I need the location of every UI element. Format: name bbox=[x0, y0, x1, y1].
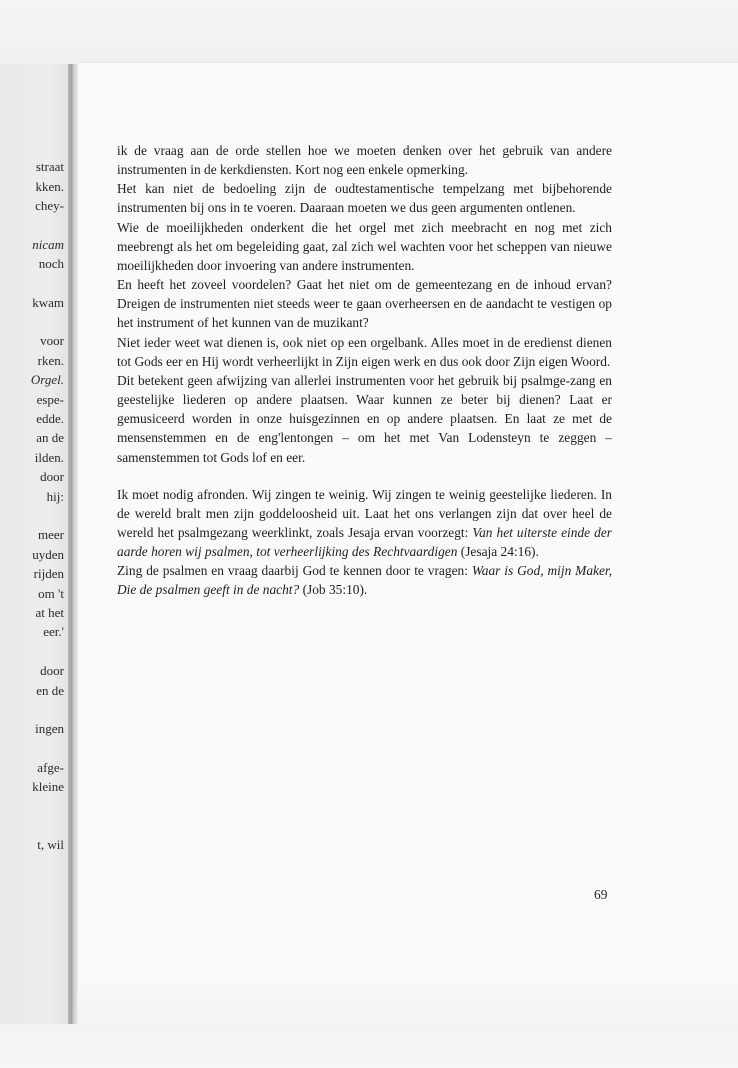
left-page-edge bbox=[0, 64, 72, 1024]
left-page-fragment: uyden bbox=[32, 547, 64, 562]
left-page-fragment: kwam bbox=[32, 295, 64, 310]
paragraph: ik de vraag aan de orde stellen hoe we moeten denken over het gebruik van andere instrumenten in de kerkdiensten. Kort nog een enkele opmerking. bbox=[117, 143, 612, 178]
paragraph: En heeft het zoveel voordelen? Gaat het niet om de gemeentezang en de inhoud ervan? Dreigen de instrumenten niet steeds weer te gaan overheersen en de aandacht te vestigen op het instrument of het kunnen van de muzikant? bbox=[117, 277, 612, 331]
left-page-fragment: ilden. bbox=[34, 450, 64, 465]
page-shadow bbox=[78, 966, 738, 1026]
left-page-fragment: ingen bbox=[35, 721, 64, 736]
left-page-fragment: noch bbox=[38, 256, 64, 271]
left-page-fragment: espe- bbox=[36, 392, 64, 407]
left-page-fragment: hij: bbox=[46, 489, 64, 504]
paragraph-text: Zing de psalmen en vraag daarbij God te kennen door te vragen: bbox=[117, 563, 472, 579]
left-page-fragment: edde. bbox=[36, 411, 64, 426]
left-page-fragment: meer bbox=[38, 527, 64, 542]
left-page-fragment: chey- bbox=[35, 198, 64, 213]
left-page-fragment: rken. bbox=[37, 353, 64, 368]
left-page-fragment: t, wil bbox=[37, 837, 64, 852]
left-page-fragment: an de bbox=[36, 430, 64, 445]
left-page-fragment: at het bbox=[35, 605, 64, 620]
left-page-fragment: rijden bbox=[33, 566, 64, 581]
body-text bbox=[117, 141, 612, 600]
left-page-fragment: kken. bbox=[35, 179, 64, 194]
paragraph bbox=[117, 485, 612, 562]
page-number: 69 bbox=[594, 887, 608, 902]
bible-quote: Waar is God, mijn Maker, Die de psalmen geeft in de nacht? bbox=[117, 563, 612, 598]
left-page-fragment: en de bbox=[36, 683, 64, 698]
left-page-fragment: straat bbox=[35, 159, 64, 174]
left-page-fragment: nicam bbox=[32, 237, 64, 252]
bible-reference: (Job 35:10). bbox=[299, 582, 368, 598]
left-page-fragment: voor bbox=[40, 333, 64, 348]
right-page bbox=[78, 62, 738, 1026]
paragraph: Het kan niet de bedoeling zijn de oudtestamentische tempelzang met bijbehorende instrumenten bij ons in te voeren. Daaraan moeten we dus geen argumenten ontlenen. bbox=[117, 181, 612, 216]
bible-reference: (Jesaja 24:16). bbox=[457, 544, 539, 560]
paragraph bbox=[117, 561, 612, 599]
paragraph-text: Ik moet nodig afronden. Wij zingen te weinig. Wij zingen te weinig geestelijke liederen. In de wereld bralt men zijn goddeloosheid uit. Laat het ons verlangen zijn dat over heel de wereld het psalmgezang weerklinkt, zoals Jesaja ervan voorzegt: bbox=[117, 486, 612, 540]
left-page-fragment: kleine bbox=[32, 779, 64, 794]
paragraph: Niet ieder weet wat dienen is, ook niet op een orgelbank. Alles moet in de eredienst dienen tot Gods eer en Hij wordt verheerlijkt in Zijn eigen werk en dus ook door Zijn eigen Woord. bbox=[117, 334, 612, 369]
left-page-fragment: door bbox=[40, 663, 64, 678]
book-gutter bbox=[68, 64, 78, 1024]
paragraph: Wie de moeilijkheden onderkent die het orgel met zich meebracht en nog met zich meebrengt als het om begeleiding gaat, zal zich wel wachten voor het scheppen van nieuwe moeilijkheden door invoering van andere instrumenten. bbox=[117, 219, 612, 273]
left-page-fragment: Orgel. bbox=[30, 372, 64, 387]
left-page-fragment: afge- bbox=[37, 760, 64, 775]
paragraph: Dit betekent geen afwijzing van allerlei instrumenten voor het gebruik bij psalmge-zang en geestelijke liederen op andere plaatsen. Waar kunnen ze beter bij dienen? Laat er gemusiceerd worden in onze huisgezinnen en op andere plaatsen. En laat ze met de mensenstemmen en de eng'lentongen – om het met Van Lodensteyn te zeggen – samenstemmen tot Gods lof en eer. bbox=[117, 372, 612, 465]
left-page-fragment: door bbox=[40, 469, 64, 484]
left-page-fragment: om 't bbox=[38, 586, 64, 601]
bible-quote: Van het uiterste einde der aarde horen wij psalmen, tot verheerlijking des Rechtvaardigen bbox=[117, 524, 612, 560]
left-page-fragment: eer.' bbox=[43, 624, 64, 639]
